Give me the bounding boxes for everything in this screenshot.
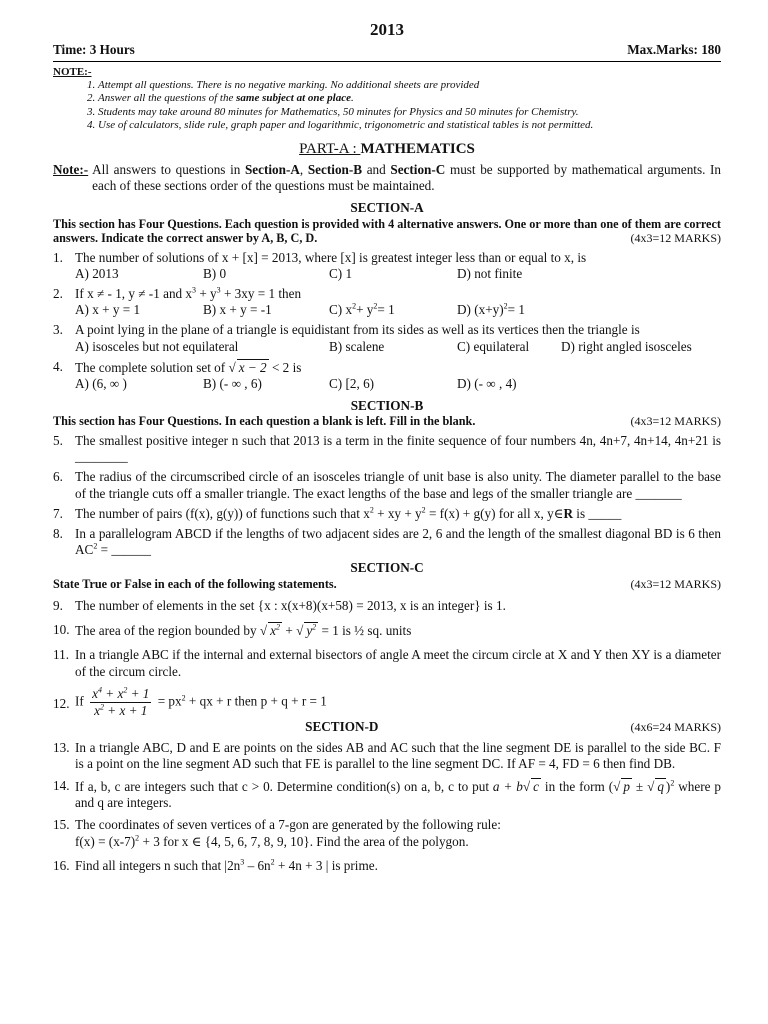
- question-9: 9. The number of elements in the set {x : x(x+8)(x+58) = 2013, x is an integer} is 1.: [53, 598, 506, 614]
- note-item: 2. Answer all the questions of the same subject at one place.: [98, 92, 721, 105]
- section-a-title: SECTION-A: [350, 200, 424, 216]
- note-title: NOTE:-: [53, 66, 92, 79]
- section-a-desc: This section has Four Questions. Each question is provided with 4 alternative answers. One or more than one of them are correct answers. Indicate the correct answer by A, B, C, D. (4x3=12 MARKS): [53, 216, 721, 246]
- note-item: 1. Attempt all questions. There is no negative marking. No additional sheets are provided: [98, 79, 721, 92]
- note-item: 4. Use of calculators, slide rule, graph paper and logarithmic, trigonometric and statistical tables is not permitted.: [98, 119, 721, 132]
- question-7: 7. The number of pairs (f(x), g(y)) of functions such that $x^2$ + xy + $y^2 = f(x) + g(y)$ for all x, y∈R is _____: [53, 505, 622, 521]
- section-c-desc: State True or False in each of the following statements. (4x3=12 MARKS): [53, 576, 721, 591]
- section-b-title: SECTION-B: [350, 398, 424, 414]
- max-marks-label: Max.Marks: 180: [627, 42, 721, 57]
- question-3: 3. A point lying in the plane of a triangle is equidistant from its sides as well as its vertices then the triangle is A) isosceles but not equilateral B) scalene C) equilateral D) right angled isosceles: [53, 322, 692, 354]
- question-5: 5. The smallest positive integer n such that 2013 is a term in the finite sequence of four numbers 4n, 4n+7, 4n+14, 4n+21 is ________: [53, 432, 721, 465]
- header-row: [53, 42, 721, 58]
- question-1: 1. The number of solutions of x + [x] = 2013, where [x] is greatest integer less than or equal to x, is A) 2013 B) 0 C) 1 D) not finite: [53, 249, 587, 281]
- note-list: [53, 79, 721, 132]
- exam-page: [53, 20, 721, 874]
- question-2: 2. If x ≠ - 1, y ≠ -1 and $x^3 + y^3 + 3xy = 1$ then A) x + y = 1 B) x + y = -1 C) $x^2+ y^2= 1$ D) $(x+y)^2= 1$: [53, 285, 525, 318]
- time-label: Time: 3 Hours: [53, 42, 135, 57]
- section-d-title: SECTION-D (4x6=24 MARKS): [305, 719, 721, 735]
- header-divider: [53, 61, 721, 62]
- question-4: 4. The complete solution set of √ x − 2 < 2 is A) (6, ∞ ) B) (- ∞ , 6) C) [2, 6) D) (- ∞ , 4): [53, 358, 517, 392]
- question-12: 12. If $\frac{x^4 + x^2 + 1}{x^2 + x + 1}$ = $px^2$ + qx + r then p + q + r = 1: [53, 685, 327, 719]
- part-title: PART-A : MATHEMATICS: [299, 141, 475, 158]
- question-16: 16. Find all integers n such that $|2n^3 - 6n^2 + 4n + 3$ | is prime.: [53, 857, 378, 873]
- part-note-label: Note:-: [53, 162, 89, 178]
- section-b-desc: This section has Four Questions. In each question a blank is left. Fill in the blank. (4x3=12 MARKS): [53, 414, 721, 429]
- question-15: 15. The coordinates of seven vertices of a 7-gon are generated by the following rule: $f(x) = (x-7)^2 + 3$ for x ∈ {4, 5, 6, 7, 8, 9, 10}. Find the area of the polygon.: [53, 817, 501, 849]
- section-c-title: SECTION-C: [350, 560, 424, 576]
- question-6: 6. The radius of the circumscribed circle of an isosceles triangle of unit base is also unity. The diameter parallel to the base of the triangle cuts off a smaller triangle. The exact lengths of the base and legs of the smaller triangle are _______: [53, 469, 721, 501]
- question-8: 8. In a parallelogram ABCD if the lengths of two adjacent sides are 2, 6 and the length of the smallest diagonal BD is 6 then $AC^2$ = ______: [53, 525, 721, 558]
- fraction: $\frac{x^4 + x^2 + 1}{x^2 + x + 1}$: [92, 685, 150, 719]
- part-note: [53, 162, 721, 194]
- sqrt-expression: x − 2: [238, 359, 267, 375]
- exam-year: 2013: [370, 20, 404, 39]
- question-13: 13. In a triangle ABC, D and E are points on the sides AB and AC such that the line segment DE is parallel to the side BC. F is a point on the line segment AD such that FE is parallel to the line segment DC. If AF = 4, FD = 6 then find DB.: [53, 739, 721, 771]
- note-item: 3. Students may take around 80 minutes for Mathematics, 50 minutes for Physics and 50 minutes for Chemistry.: [98, 106, 721, 119]
- question-11: 11. In a triangle ABC if the internal and external bisectors of angle A meet the circum circle at X and Y then XY is a diameter of the circum circle.: [53, 647, 721, 679]
- question-14: 14. If a, b, c are integers such that c > 0. Determine condition(s) on a, b, c to put a + b√ c in the form (√ p ± √ q )$^2$ where p and q are integers.: [53, 777, 721, 811]
- question-10: 10. The area of the region bounded by √ $x^2$ + √ $y^2 = 1$ is ½ sq. units: [53, 622, 412, 639]
- part-note-text: All answers to questions in Section-A, Section-B and Section-C must be supported by mathematical arguments. In each of these sections order of the questions must be maintained.: [92, 162, 721, 194]
